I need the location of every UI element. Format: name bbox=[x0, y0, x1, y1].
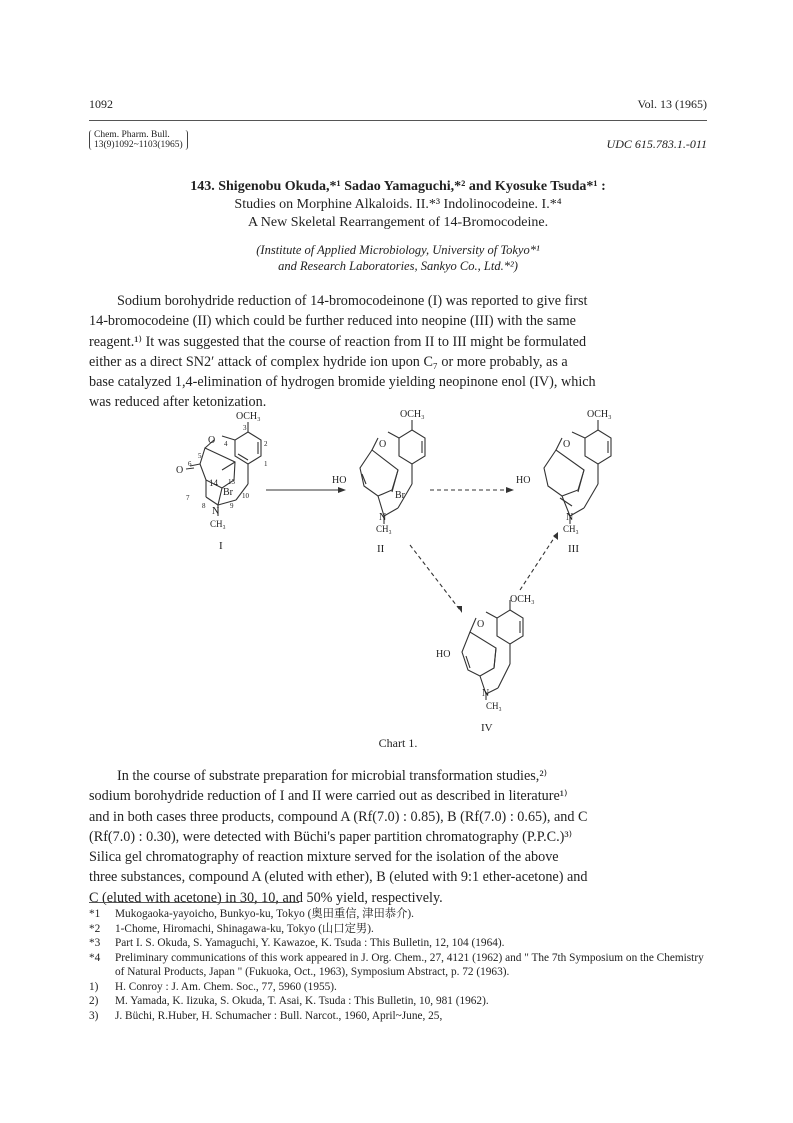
label-br-I: Br bbox=[223, 487, 233, 498]
p2-line: and in both cases three products, compound A (Rf(7.0) : 0.85), B (Rf(7.0) : 0.65), and C bbox=[89, 808, 588, 825]
article-authors: Shigenobu Okuda,*¹ Sadao Yamaguchi,*² and Kyosuke Tsuda*¹ : bbox=[218, 179, 606, 194]
article-title-line3: A New Skeletal Rearrangement of 14-Bromocodeine. bbox=[247, 215, 549, 230]
structure-IV bbox=[462, 600, 523, 700]
label-roman-II: II bbox=[377, 543, 385, 555]
label-c5: 5 bbox=[198, 452, 202, 460]
reference-text: M. Yamada, K. Iizuka, S. Okuda, T. Asai, K. Tsuda : This Bulletin, 10, 981 (1962). bbox=[115, 995, 489, 1007]
footnote-mark: *1 bbox=[89, 908, 101, 920]
header-rule bbox=[89, 120, 707, 121]
label-roman-III: III bbox=[568, 543, 579, 555]
footnote-mark: *3 bbox=[89, 937, 101, 949]
label-n-I: N bbox=[212, 506, 220, 517]
reference bbox=[89, 1009, 707, 1024]
label-c4: 4 bbox=[224, 440, 228, 448]
journal-citation bbox=[89, 130, 188, 150]
label-c7: 7 bbox=[186, 494, 190, 502]
label-o-II: O bbox=[379, 439, 387, 450]
label-roman-IV: IV bbox=[481, 722, 493, 734]
label-c13: 13 bbox=[228, 478, 235, 486]
affiliation-line2: and Research Laboratories, Sankyo Co., Ltd.*²) bbox=[278, 259, 518, 273]
structure-II bbox=[360, 420, 425, 524]
p2-line: sodium borohydride reduction of I and II were carried out as described in literature¹⁾ bbox=[89, 788, 568, 805]
footnote bbox=[89, 951, 707, 980]
label-c14-I: 14 bbox=[209, 478, 218, 488]
p1-line: was reduced after ketonization. bbox=[89, 394, 267, 411]
label-c6: 6 bbox=[188, 460, 192, 468]
label-och3-III: OCH₃ bbox=[587, 409, 612, 420]
structure-I bbox=[186, 422, 261, 516]
article-title-line1 bbox=[89, 178, 707, 195]
p2-line: (Rf(7.0) : 0.30), were detected with Büchi's paper partition chromatography (P.P.C.)³⁾ bbox=[89, 828, 573, 845]
footnote-mark: *2 bbox=[89, 922, 101, 935]
reaction-scheme bbox=[0, 400, 793, 750]
footnote-mark: *4 bbox=[89, 951, 101, 964]
volume-label: Vol. 13 (1965) bbox=[637, 97, 707, 111]
label-och3-II: OCH₃ bbox=[400, 409, 425, 420]
article-title-line2: Studies on Morphine Alkaloids. II.*³ Indolinocodeine. I.*⁴ bbox=[234, 197, 562, 212]
chart-caption: Chart 1. bbox=[378, 736, 418, 750]
label-c2: 2 bbox=[264, 440, 268, 448]
article-number: 143. bbox=[190, 179, 215, 194]
affiliation-line1: (Institute of Applied Microbiology, University of Tokyo*¹ bbox=[256, 243, 540, 257]
p1-line: base catalyzed 1,4-elimination of hydrogen bromide yielding neopinone enol (IV), which bbox=[89, 374, 596, 391]
arrow-II-to-IV bbox=[410, 545, 460, 610]
reference-mark: 1) bbox=[89, 980, 99, 993]
footnotes bbox=[89, 907, 707, 1023]
journal-pages: 13(9)1092~1103(1965) bbox=[94, 140, 183, 150]
p1-line: 14-bromocodeine (II) which could be further reduced into neopine (III) with the same bbox=[89, 313, 576, 330]
reference-mark: 3) bbox=[89, 1009, 99, 1022]
label-och3-I: OCH₃ bbox=[236, 411, 261, 422]
p2-line: In the course of substrate preparation for microbial transformation studies,²⁾ bbox=[117, 768, 548, 784]
footnote-text: 1-Chome, Hiromachi, Shinagawa-ku, Tokyo (山口定男). bbox=[115, 922, 374, 935]
label-o-IV: O bbox=[477, 619, 485, 630]
reference bbox=[89, 980, 707, 995]
udc-code: UDC 615.783.1.-011 bbox=[606, 137, 707, 151]
label-c9: 9 bbox=[230, 502, 234, 510]
label-ho-IV: HO bbox=[436, 649, 451, 660]
p2-line: C (eluted with acetone) in 30, 10, and 50% yield, respectively. bbox=[89, 889, 443, 906]
label-ch3-IV: CH₃ bbox=[486, 701, 502, 711]
p1-line: reagent.¹⁾ It was suggested that the course of reaction from II to III might be formulated bbox=[89, 333, 587, 350]
paragraph-intro bbox=[89, 291, 707, 413]
label-ho-III: HO bbox=[516, 475, 531, 486]
label-c3: 3 bbox=[243, 424, 247, 432]
footnote bbox=[89, 907, 707, 922]
footnote-text: Mukogaoka-yayoicho, Bunkyo-ku, Tokyo (奥田重信, 津田恭介). bbox=[115, 908, 414, 920]
label-n-III: N bbox=[566, 512, 574, 523]
label-c8: 8 bbox=[202, 502, 206, 510]
footnote-text: Part I. S. Okuda, S. Yamaguchi, Y. Kawazoe, K. Tsuda : This Bulletin, 12, 104 (1964). bbox=[115, 937, 505, 949]
p2-line: three substances, compound A (eluted with ether), B (eluted with 9:1 ether-acetone) and bbox=[89, 869, 588, 886]
page-number: 1092 bbox=[89, 97, 113, 111]
journal-name: Chem. Pharm. Bull. bbox=[94, 130, 170, 140]
label-roman-I: I bbox=[219, 540, 223, 552]
reference bbox=[89, 994, 707, 1009]
p1-line: either as a direct SN2′ attack of complex hydride ion upon C₇ or more probably, as a bbox=[89, 353, 568, 370]
reference-mark: 2) bbox=[89, 995, 99, 1007]
reference-text: H. Conroy : J. Am. Chem. Soc., 77, 5960 (1955). bbox=[115, 980, 337, 993]
p2-line: Silica gel chromatography of reaction mixture served for the isolation of the above bbox=[89, 849, 559, 866]
paragraph-experimental bbox=[89, 766, 707, 908]
footnote-rule bbox=[89, 902, 299, 903]
footnote bbox=[89, 922, 707, 937]
label-n-IV: N bbox=[482, 688, 490, 699]
label-c10: 10 bbox=[242, 492, 249, 500]
label-n-II: N bbox=[379, 512, 387, 523]
label-ch3-I: CH₃ bbox=[210, 519, 226, 529]
arrow-IV-to-III bbox=[520, 535, 556, 590]
label-c1: 1 bbox=[264, 460, 268, 468]
p1-line: Sodium borohydride reduction of 14-bromocodeinone (I) was reported to give first bbox=[117, 293, 588, 309]
footnote-text: Preliminary communications of this work appeared in J. Org. Chem., 27, 4121 (1962) and " The 7th Symposium on the Chemistry of Natural Products, Japan " (Fukuoka, Oct., 1963), Symposium Abstract, p. 72 (1963). bbox=[115, 951, 704, 978]
label-ch3-III: CH₃ bbox=[563, 524, 579, 534]
label-ho-II: HO bbox=[332, 475, 347, 486]
reference-text: J. Büchi, R.Huber, H. Schumacher : Bull. Narcot., 1960, April~June, 25, bbox=[115, 1009, 443, 1022]
structure-III bbox=[544, 420, 611, 524]
footnote bbox=[89, 936, 707, 951]
label-o-keto-I: O bbox=[176, 465, 184, 476]
label-o-ring-I: O bbox=[208, 435, 216, 446]
label-och3-IV: OCH₃ bbox=[510, 594, 535, 605]
label-ch3-II: CH₃ bbox=[376, 524, 392, 534]
label-o-III: O bbox=[563, 439, 571, 450]
label-br-II: Br bbox=[395, 490, 405, 501]
